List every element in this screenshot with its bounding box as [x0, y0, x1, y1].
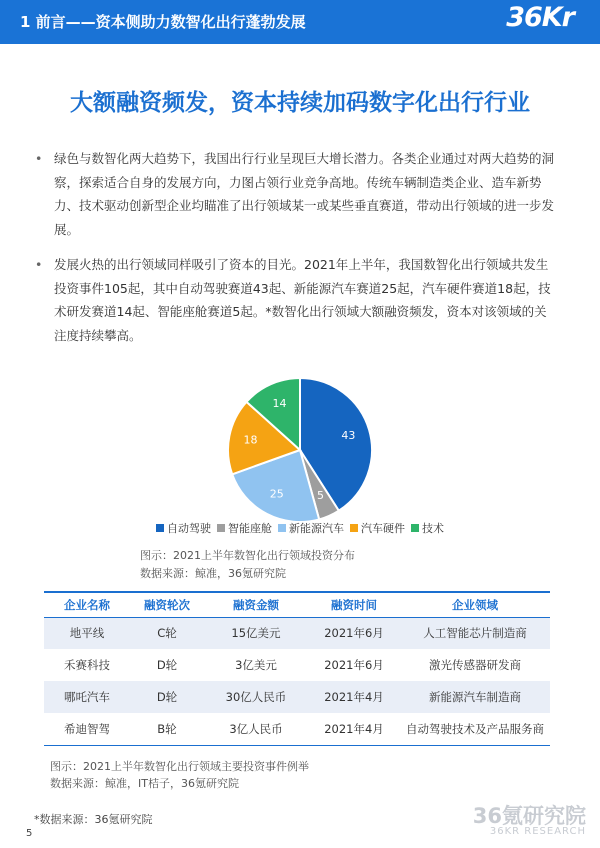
bullet-text: 发展火热的出行领域同样吸引了资本的目光。2021年上半年，我国数智化出行领域共发生投资事件105起，其中自动驾驶赛道43起、新能源汽车赛道25起，汽车硬件赛道18起，技术研发赛道14起、智能座舱赛道5起。*数智化出行领域大额融资频发，资本对该领域的关注度持续攀高。	[54, 257, 551, 343]
table-header-cell: 企业领域	[400, 592, 550, 617]
legend-swatch-icon	[411, 524, 419, 532]
table-cell: D轮	[156, 658, 178, 672]
table-cell: 自动驾驶技术及产品服务商	[400, 713, 550, 745]
table-cell: D轮	[130, 681, 204, 713]
table-row	[44, 681, 550, 713]
header-bar	[0, 0, 600, 44]
chart-legend	[0, 520, 600, 536]
table-row	[44, 713, 550, 745]
bullet-dot-icon: •	[35, 257, 43, 272]
chart-source: 数据来源：鲸准，36氪研究院	[140, 567, 286, 580]
bullet-dot-icon: •	[35, 151, 43, 166]
section-title: 1 前言——资本侧助力数智化出行蓬勃发展	[20, 13, 306, 31]
page-number: 5	[26, 828, 33, 839]
footnote: *数据来源：36氪研究院	[34, 813, 153, 826]
table-header-cell: 融资金额	[204, 592, 308, 617]
table-cell: 地平线	[44, 617, 130, 649]
table-cell: 希迪智驾	[44, 713, 130, 745]
table-header-row	[44, 592, 550, 617]
investment-table	[44, 591, 550, 746]
bullet-text: 绿色与数智化两大趋势下，我国出行行业呈现巨大增长潜力。各类企业通过对两大趋势的洞察，探索适合自身的发展方向，力图占领行业竞争高地。传统车辆制造类企业、造车新势力、技术驱动创新型企业均瞄准了出行领域某一或某些垂直赛道，带动出行领域的进一步发展。	[54, 151, 555, 237]
table-cell: 15亿美元	[204, 617, 308, 649]
table-cell: 人工智能芯片制造商	[400, 617, 550, 649]
pie-data-label: 25	[269, 487, 284, 501]
legend-item	[217, 520, 272, 536]
legend-item	[350, 520, 405, 536]
legend-swatch-icon	[217, 524, 225, 532]
table-cell: B轮	[130, 713, 204, 745]
legend-item	[156, 520, 211, 536]
legend-swatch-icon	[278, 524, 286, 532]
pie-data-label: 43	[341, 428, 356, 442]
table-cell: 3亿人民币	[204, 713, 308, 745]
table-cell: C轮	[130, 617, 204, 649]
table-cell: 2021年6月	[308, 617, 400, 649]
brand-watermark-en: 36KR RESEARCH	[489, 826, 586, 837]
table-cell: 新能源汽车制造商	[400, 681, 550, 713]
legend-label: 智能座舱	[228, 522, 272, 535]
table-cell: 哪吒汽车	[44, 681, 130, 713]
table-cell: 激光传感器研发商	[429, 658, 521, 672]
table-cell: 3亿美元	[235, 658, 277, 672]
table-header-cell: 融资轮次	[130, 592, 204, 617]
legend-label: 汽车硬件	[361, 522, 405, 535]
logo: 36Kr	[506, 2, 574, 33]
legend-item	[411, 520, 444, 536]
legend-item	[278, 520, 344, 536]
bullet-item	[35, 147, 556, 241]
legend-label: 技术	[422, 522, 444, 535]
table-cell: 禾赛科技	[64, 658, 110, 672]
pie-data-label: 5	[316, 489, 324, 503]
pie-data-label: 14	[272, 396, 287, 410]
bullet-item	[35, 253, 556, 347]
table-cell: 2021年4月	[308, 713, 400, 745]
table-cell: 2021年6月	[324, 658, 384, 672]
legend-label: 自动驾驶	[167, 522, 211, 535]
legend-swatch-icon	[156, 524, 164, 532]
table-row	[44, 649, 550, 681]
table-row	[44, 617, 550, 649]
legend-swatch-icon	[350, 524, 358, 532]
main-heading: 大额融资频发，资本持续加码数字化出行行业	[70, 90, 530, 116]
table-source: 数据来源：鲸准，IT桔子，36氪研究院	[50, 777, 239, 790]
chart-caption: 图示：2021上半年数智化出行领域投资分布	[140, 549, 355, 562]
table-header-cell: 企业名称	[44, 592, 130, 617]
table-cell: 30亿人民币	[204, 681, 308, 713]
pie-data-label: 18	[243, 433, 258, 447]
table-cell: 2021年4月	[308, 681, 400, 713]
brand-watermark: 36氪研究院	[472, 804, 586, 828]
bullet-list	[35, 147, 556, 359]
table-header-cell: 融资时间	[308, 592, 400, 617]
legend-label: 新能源汽车	[289, 522, 344, 535]
pie-chart	[226, 376, 374, 524]
table-caption: 图示：2021上半年数智化出行领域主要投资事件例举	[50, 760, 309, 773]
